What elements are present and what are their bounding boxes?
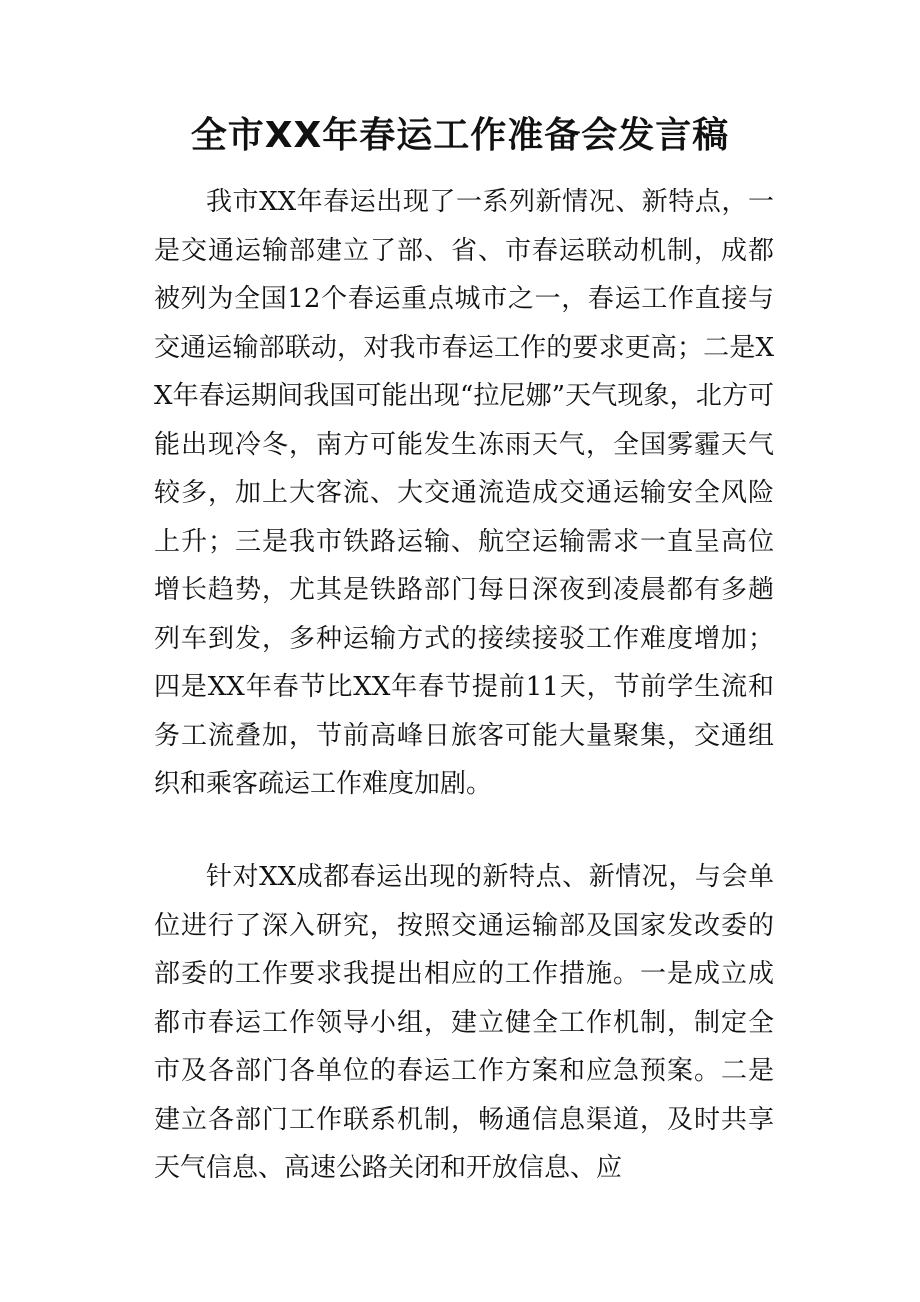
paragraph-2: 针对XX成都春运出现的新特点、新情况，与会单位进行了深入研究，按照交通运输部及国家发改委的部委的工作要求我提出相应的工作措施。一是成立成都市春运工作领导小组，建立健全工作机制，制定全市及各部门各单位的春运工作方案和应急预案。二是建立各部门工作联系机制，畅通信息渠道，及时共享天气信息、高速公路关闭和开放信息、应	[154, 862, 774, 1183]
document-title: 全市XX年春运工作准备会发言稿	[190, 115, 730, 156]
paragraph-1: 我市XX年春运出现了一系列新情况、新特点，一是交通运输部建立了部、省、市春运联动机制，成都被列为全国12个春运重点城市之一，春运工作直接与交通运输部联动，对我市春运工作的要求更高；二是XX年春运期间我国可能出现“拉尼娜”天气现象，北方可能出现冷冬，南方可能发生冻雨天气，全国雾霾天气较多，加上大客流、大交通流造成交通运输安全风险上升；三是我市铁路运输、航空运输需求一直呈高位增长趋势，尤其是铁路部门每日深夜到凌晨都有多趟列车到发，多种运输方式的接续接驳工作难度增加；四是XX年春节比XX年春节提前11天，节前学生流和务工流叠加，节前高峰日旅客可能大量聚集，交通组织和乘客疏运工作难度加剧。	[154, 187, 774, 799]
